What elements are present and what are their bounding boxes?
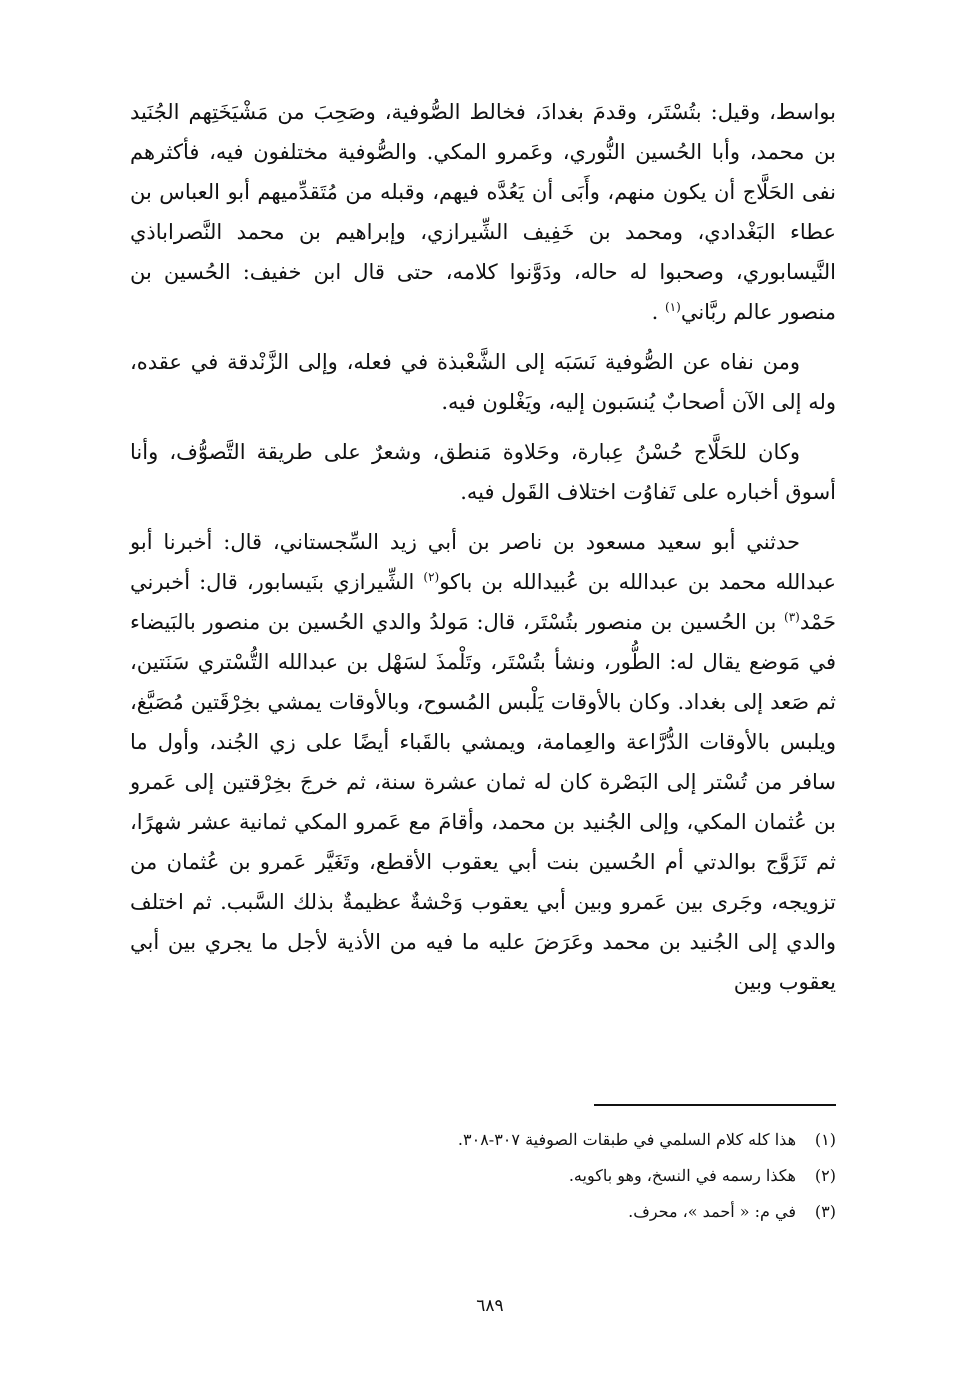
page-number: ٦٨٩ <box>476 1296 504 1316</box>
footnote-divider <box>594 1104 836 1106</box>
footnote-number: (١) <box>814 1130 836 1149</box>
footnote <box>300 1122 836 1158</box>
footnote <box>300 1194 836 1230</box>
footnote-reference: (٣) <box>784 610 800 624</box>
footnote-text: هذا كله كلام السلمي في طبقات الصوفية ٣٠٧-٣٠٨. <box>457 1130 796 1149</box>
paragraph <box>130 522 836 1002</box>
text-run: ومن نفاه عن الصُّوفية نَسَبَه إلى الشَّعْبذة في فعله، وإلى الزَّنْدقة في عقده، وله إلى الآن أصحابٌ يُنسَبون إليه، ويَغْلون فيه. <box>130 350 836 414</box>
footnote-number: (٢) <box>814 1166 836 1185</box>
paragraph <box>130 342 836 422</box>
text-run: وكان للحَلَّاج حُسْنُ عِبارة، وحَلاوة مَنطق، وشعرٌ على طريقة التَّصوُّف، وأنا أسوق أخباره على تَفاوُت اختلاف القَول فيه. <box>130 440 836 504</box>
text-run: بن الحُسين بن منصور بتُسْتَر، قال: مَولدُ والدي الحُسين بن منصور بالبَيضاء في مَوضع يقال له: الطُّور، ونشأ بتُسْتَر، وتَلْمذَ لسَهْل بن عبدالله التُّسْتري سَنَتين، ثم صَعد إلى بغداد. وكان بالأوقات يَلْبس المُسوح، وبالأوقات يمشي بخِرْقَتين مُصَبَّغ، ويلبس بالأوقات الدُّرَّاعة والعِمامة، ويمشي بالقَباء أيضًا على زي الجُند، وأول ما سافر من تُسْتر إلى البَصْرة كان له ثمان عشرة سنة، ثم خرجَ بخِرْقتين إلى عَمرو بن عُثمان المكي، وإلى الجُنيد بن محمد، وأقامَ مع عَمرو المكي ثمانية عشر شهرًا، ثم تَزَوَّج بوالدتي أم الحُسين بنت أبي يعقوب الأقطع، وتَغَيَّر عَمرو بن عُثمان من تزويجه، وجَرى بين عَمرو وبين أبي يعقوب وَحْشةٌ عظيمةٌ بذلك السَّبب. ثم اختلف والدي إلى الجُنيد بن محمد وعَرَضَ عليه ما فيه من الأذية لأجل ما يجري بين أبي يعقوب وبين <box>130 610 836 994</box>
footnote <box>300 1158 836 1194</box>
footnotes <box>300 1122 836 1230</box>
footnote-number: (٣) <box>814 1202 836 1221</box>
footnote-text: هكذا رسمه في النسخ، وهو باكويه. <box>568 1166 796 1185</box>
text-run: حدثني أبو سعيد مسعود بن ناصر بن أبي زيد السِّجستاني، قال: أخبرنا أبو عبدالله محمد بن عبدالله بن عُبيدالله بن باكو <box>130 530 836 594</box>
text-run: الشِّيرازي بنَيسابور، قال: أخبرني حَمْد <box>130 570 836 634</box>
footnote-reference: (١) <box>664 300 681 314</box>
main-text <box>130 92 836 1002</box>
footnote-reference: (٢) <box>423 570 440 584</box>
text-run: . <box>651 300 665 324</box>
paragraph <box>130 92 836 332</box>
text-run: بواسط، وقيل: بتُسْتَر، وقدمَ بغدادَ، فخالط الصُّوفية، وصَحِبَ من مَشْيَخَتِهم الجُنَيد بن محمد، وأبا الحُسين النُّوري، وعَمرو المكي. والصُّوفية مختلفون فيه، فأكثرهم نفى الحَلَّاج أن يكون منهم، وأَبَى أن يَعُدَّه فيهم، وقبله من مُتَقدِّميهم أبو العباس بن عطاء البَغْدادي، ومحمد بن خَفِيف الشِّيرازي، وإبراهيم بن محمد النَّصراباذي النَّيسابوري، وصحبوا له حاله، ودَوَّنوا كلامه، حتى قال ابن خفيف: الحُسين بن منصور عالم ربَّاني <box>130 100 836 324</box>
footnote-text: في م: « أحمد »، محرف. <box>628 1202 796 1221</box>
paragraph <box>130 432 836 512</box>
